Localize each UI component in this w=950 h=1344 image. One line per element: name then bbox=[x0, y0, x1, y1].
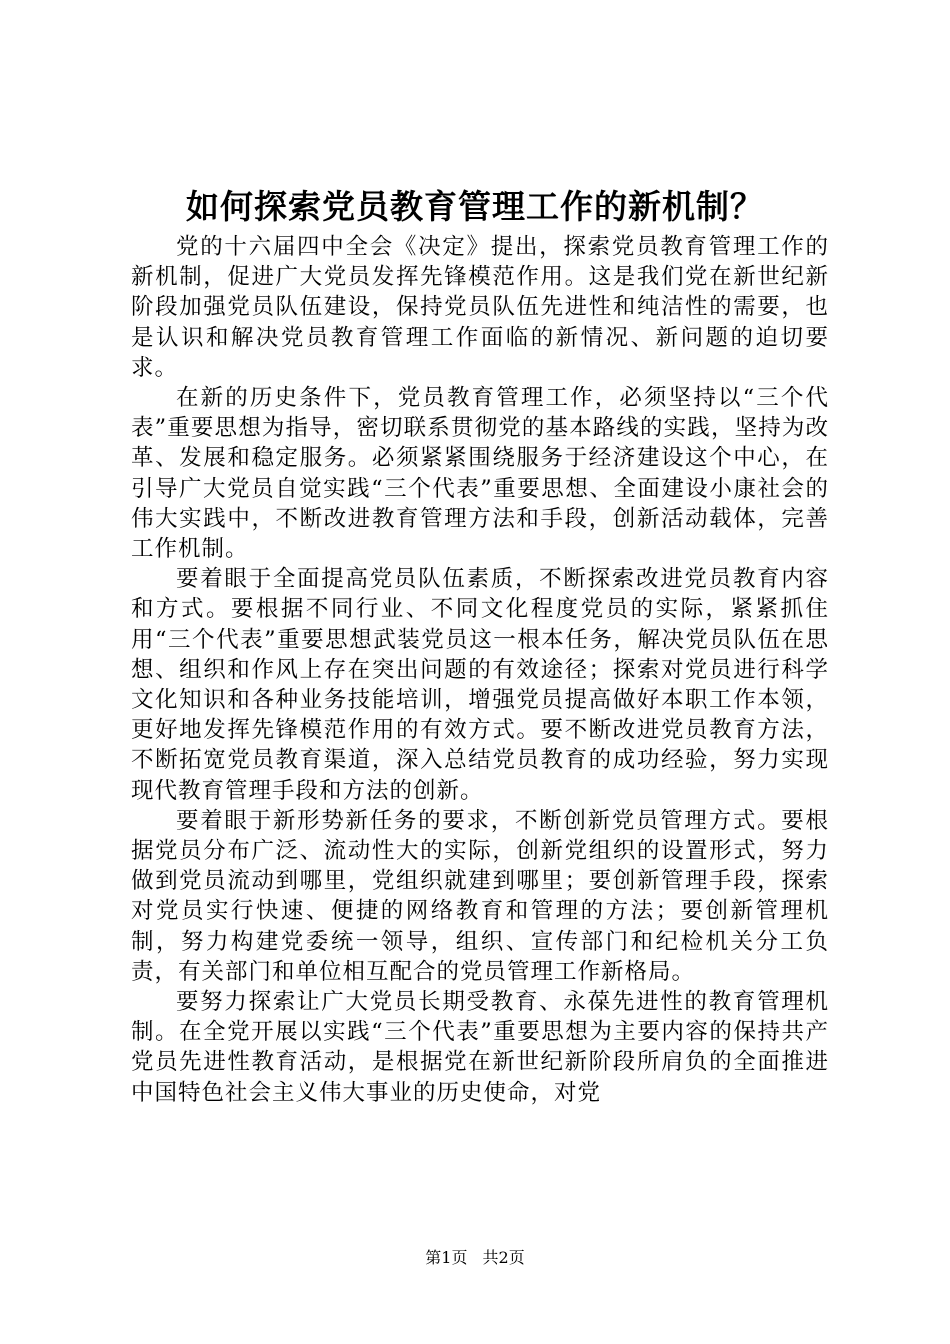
paragraph-2: 在新的历史条件下，党员教育管理工作，必须坚持以“三个代表”重要思想为指导，密切联系贯彻党的基本路线的实践，坚持为改革、发展和稳定服务。必须紧紧围绕服务于经济建设这个中心，在引导广大党员自觉实践“三个代表”重要思想、全面建设小康社会的伟大实践中，不断改进教育管理方法和手段，创新活动载体，完善工作机制。 bbox=[131, 385, 829, 563]
paragraph-3: 要着眼于全面提高党员队伍素质，不断探索改进党员教育内容和方式。要根据不同行业、不同文化程度党员的实际，紧紧抓住用“三个代表”重要思想武装党员这一根本任务，解决党员队伍在思想、组织和作风上存在突出问题的有效途径；探索对党员进行科学文化知识和各种业务技能培训，增强党员提高做好本职工作本领，更好地发挥先锋模范作用的有效方式。要不断改进党员教育方法，不断拓宽党员教育渠道，深入总结党员教育的成功经验，努力实现现代教育管理手段和方法的创新。 bbox=[131, 566, 829, 804]
paragraph-1: 党的十六届四中全会《决定》提出，探索党员教育管理工作的新机制，促进广大党员发挥先锋模范作用。这是我们党在新世纪新阶段加强党员队伍建设，保持党员队伍先进性和纯洁性的需要，也是认识和解决党员教育管理工作面临的新情况、新问题的迫切要求。 bbox=[131, 234, 829, 381]
document-title: 如何探索党员教育管理工作的新机制？ bbox=[186, 187, 764, 226]
paragraph-5: 要努力探索让广大党员长期受教育、永葆先进性的教育管理机制。在全党开展以实践“三个代表”重要思想为主要内容的保持共产党员先进性教育活动，是根据党在新世纪新阶段所肩负的全面推进中国特色社会主义伟大事业的历史使命，对党 bbox=[131, 989, 829, 1106]
page-footer bbox=[0, 1247, 950, 1269]
page-number-current: 第1页 bbox=[425, 1248, 468, 1267]
page-number-total: 共2页 bbox=[482, 1248, 525, 1267]
document-body bbox=[131, 232, 829, 1108]
paragraph-4: 要着眼于新形势新任务的要求，不断创新党员管理方式。要根据党员分布广泛、流动性大的实际，创新党组织的设置形式，努力做到党员流动到哪里，党组织就建到哪里；要创新管理手段，探索对党员实行快速、便捷的网络教育和管理的方法；要创新管理机制，努力构建党委统一领导，组织、宣传部门和纪检机关分工负责，有关部门和单位相互配合的党员管理工作新格局。 bbox=[131, 807, 829, 985]
